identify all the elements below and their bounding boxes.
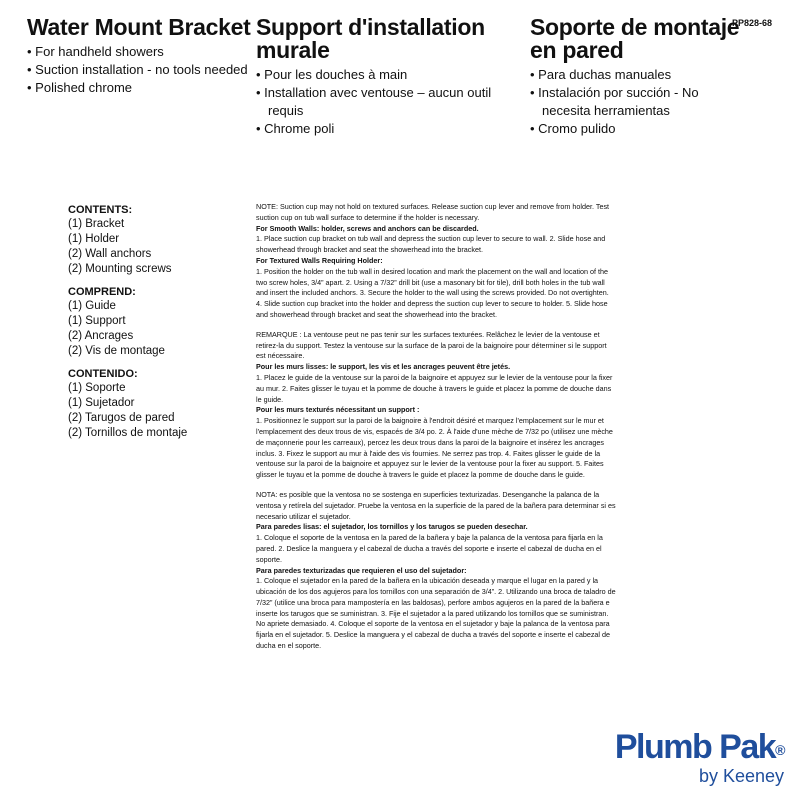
smooth-walls-heading: Pour les murs lisses: le support, les vis et les ancrages peuvent être jetés. [256, 362, 511, 372]
english-header [27, 16, 252, 97]
french-feature-item: • Chrome poli [256, 120, 524, 138]
smooth-walls-steps: 1. Place suction cup bracket on tub wall and depress the suction cup lever to secure to wall. 2. Slide hose and showerhead through bracket and seat the showerhead into the bracket. [256, 234, 606, 255]
textured-walls-heading: Para paredes texturizadas que requieren el uso del sujetador: [256, 565, 467, 575]
smooth-walls-heading: Para paredes lisas: el sujetador, los tornillos y los tarugos se pueden desechar. [256, 522, 528, 532]
french-header [256, 16, 524, 138]
note-paragraph: REMARQUE : La ventouse peut ne pas tenir sur les surfaces texturées. Relâchez le levier de la ventouse et retirez-la du support. Testez la ventouse sur la surface de la paroi de la baignoire pour déterminer si le support est nécessaire. [256, 329, 607, 361]
smooth-walls-steps: 1. Coloque el soporte de la ventosa en la pared de la bañera y baje la palanca de la ventosa para fijarla en la pared. 2. Deslice la manguera y el cabezal de ducha a través del soporte e inserte el cabezal de ducha en el soporte. [256, 533, 603, 564]
smooth-walls-steps: 1. Placez le guide de la ventouse sur la paroi de la baignoire et appuyez sur le levier de la ventouse pour la fixer au mur. 2. Faites glisser le tuyau et la pomme de douche à travers le guide et placez la pomme de douche dans le guide. [256, 372, 613, 404]
logo-brand [615, 729, 784, 765]
french-feature-item: • Installation avec ventouse – aucun outil requis [256, 84, 524, 120]
contents-heading: CONTENIDO: [68, 368, 138, 380]
contents-item: (1) Sujetador [68, 397, 135, 409]
contents-group-spanish [68, 367, 243, 441]
contents-item: (2) Vis de montage [68, 345, 165, 357]
contents-item: (2) Tarugos de pared [68, 412, 175, 424]
textured-walls-steps: 1. Position the holder on the tub wall in desired location and mark the placement on the wall and location of the two screw holes, 3/4” apart. 2. Using a 7/32” drill bit (use a masonary bit for tile), drill both holes in the tub wall and insert the included anchors. 3. Secure the holder to the wall using the screws provided. Do not overtighten. 4. Slide suction cup bracket into the holder and depress the suction cup lever to secure to holder. 5. Slide hose and showerhead through bracket and seat the showerhead into the bracket. [256, 266, 609, 319]
contents-group-english [68, 203, 243, 277]
spanish-title: Soporte de montaje en pared [530, 14, 740, 63]
contents-list [68, 203, 243, 449]
spanish-feature-item: • Cromo pulido [530, 120, 740, 138]
spanish-feature-item: • Instalación por succión - No necesita herramientas [530, 84, 740, 120]
contents-item: (2) Tornillos de montaje [68, 427, 188, 439]
french-feature-item: • Pour les douches à main [256, 66, 524, 84]
instructions-french [256, 330, 616, 481]
contents-item: (1) Holder [68, 233, 120, 245]
contents-heading: CONTENTS: [68, 204, 133, 216]
spanish-feature-item: • Para duchas manuales [530, 66, 740, 84]
contents-item: (2) Mounting screws [68, 263, 172, 275]
instructions [256, 202, 616, 661]
note-paragraph: NOTA: es posible que la ventosa no se sostenga en superficies texturizadas. Desenganche la palanca de la ventosa y retírela del sujetador. Pruebe la ventosa en la superficie de la pared de la bañera para determinar si es necesario utilizar el sujetador. [256, 489, 616, 521]
english-title: Water Mount Bracket [27, 14, 251, 40]
french-title: Support d'installation murale [256, 14, 485, 63]
logo-brand-text: Plumb Pak [614, 728, 776, 766]
logo-subtitle: by Keeney [698, 766, 784, 786]
contents-heading: COMPREND: [68, 286, 136, 298]
instructions-spanish [256, 490, 616, 652]
textured-walls-heading: For Textured Walls Requiring Holder: [256, 255, 383, 265]
plumbpak-logo [615, 729, 784, 786]
textured-walls-steps: 1. Positionnez le support sur la paroi de la baignoire à l'endroit désiré et marquez l'emplacement sur le mur et l'emplacement des deux trous de vis, espacés de 3/4 po. 2. À l'aide d'une mèche de 7/32 po (utilisez une mèche de maçonnerie pour les carreaux), percez les deux trous dans la paroi de la baignoire et insérez les ancrages inclus. 3. Fixez le support au mur à l'aide des vis fournies. Ne serrez pas trop. 4. Faites glisser le guide de la ventouse sur la paroi de la baignoire et appuyez sur le levier de la ventouse pour la fixer au support. 5. Faites glisser le tuyau et la pomme de douche à travers le guide et placez la pomme de douche dans le guide. [256, 416, 613, 480]
english-feature-item: • Polished chrome [27, 79, 252, 97]
textured-walls-steps: 1. Coloque el sujetador en la pared de la bañera en la ubicación deseada y marque el lugar en la pared y la ubicación de los dos agujeros para los tornillos con una separación de 3/4”. 2. Utilizando una broca de taladro de 7/32” (utilice una broca para mampostería en las baldosas), perfore ambos agujeros en la pared de la bañera e inserte los tarugos que se suministran. 3. Fije el sujetador a la pared utilizando los tornillos que se suministran. No apriete demasiado. 4. Coloque el soporte de la ventosa en el sujetador y baje la palanca de la ventosa para fijarla en el sujetador. 5. Deslice la manguera y el cabezal de ducha a través del soporte e inserte el cabezal de ducha en el soporte. [256, 576, 616, 651]
registered-mark: ® [775, 742, 784, 758]
contents-item: (2) Wall anchors [68, 248, 152, 260]
part-number: PP828-68 [731, 18, 772, 28]
contents-group-french [68, 285, 243, 359]
french-features-list [256, 66, 524, 138]
english-feature-item: • For handheld showers [27, 43, 252, 61]
contents-item: (1) Support [68, 315, 126, 327]
spanish-header [530, 16, 740, 138]
contents-item: (1) Soporte [68, 382, 126, 394]
spanish-features-list [530, 66, 740, 138]
contents-item: (2) Ancrages [68, 330, 134, 342]
contents-item: (1) Guide [68, 300, 116, 312]
instructions-english [256, 202, 616, 321]
english-features-list [27, 43, 252, 97]
english-feature-item: • Suction installation - no tools needed [27, 61, 252, 79]
contents-item: (1) Bracket [68, 218, 125, 230]
note-paragraph: NOTE: Suction cup may not hold on textured surfaces. Release suction cup lever and remove from holder. Test suction cup on tub wall surface to determine if the holder is necessary. [256, 202, 610, 222]
smooth-walls-heading: For Smooth Walls: holder, screws and anchors can be discarded. [256, 223, 479, 233]
textured-walls-heading: Pour les murs texturés nécessitant un support : [256, 405, 420, 415]
